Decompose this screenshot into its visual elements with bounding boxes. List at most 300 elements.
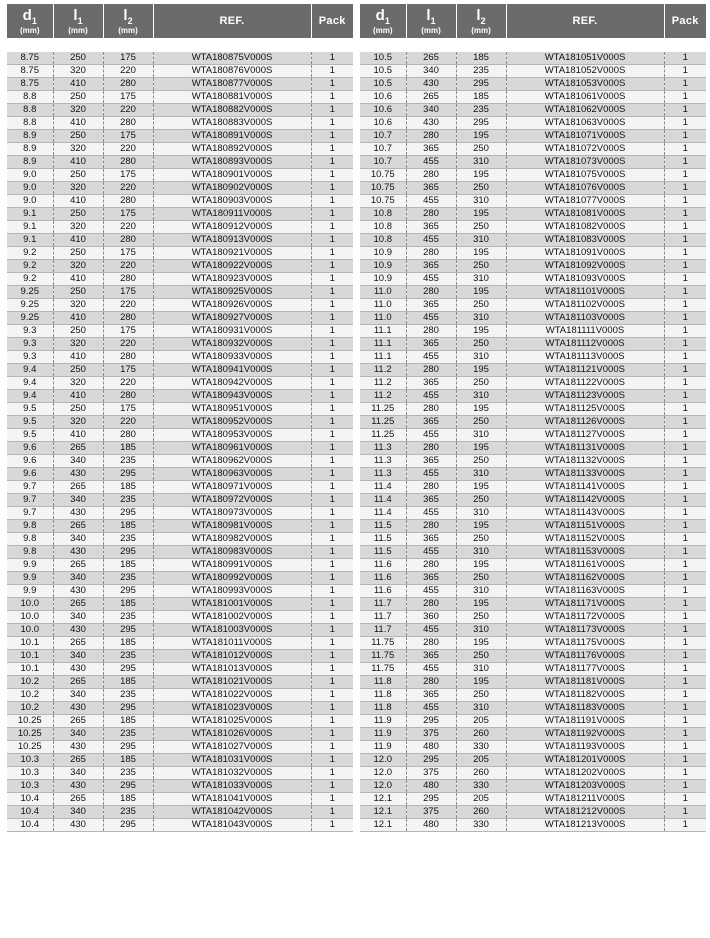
- cell-pack: 1: [664, 637, 706, 650]
- cell-pack: 1: [311, 676, 353, 689]
- table-row: [7, 286, 353, 299]
- cell-d1: 11.3: [360, 468, 406, 481]
- cell-d1: 10.25: [7, 741, 53, 754]
- cell-l2: 195: [456, 169, 506, 182]
- cell-l1: 280: [406, 676, 456, 689]
- cell-l1: 430: [53, 819, 103, 832]
- cell-ref: WTA181142V000S: [506, 494, 664, 507]
- cell-pack: 1: [664, 481, 706, 494]
- cell-pack: 1: [664, 819, 706, 832]
- table-row: [7, 351, 353, 364]
- cell-l2: 195: [456, 598, 506, 611]
- cell-l1: 250: [53, 52, 103, 65]
- cell-pack: 1: [664, 468, 706, 481]
- cell-d1: 9.9: [7, 559, 53, 572]
- cell-d1: 10.9: [360, 260, 406, 273]
- cell-l2: 250: [456, 494, 506, 507]
- cell-l2: 330: [456, 780, 506, 793]
- cell-l2: 195: [456, 637, 506, 650]
- cell-ref: WTA180892V000S: [153, 143, 311, 156]
- cell-l1: 430: [53, 507, 103, 520]
- cell-pack: 1: [311, 507, 353, 520]
- cell-d1: 11.8: [360, 702, 406, 715]
- cell-ref: WTA181033V000S: [153, 780, 311, 793]
- cell-l1: 295: [406, 715, 456, 728]
- cell-l2: 250: [456, 338, 506, 351]
- cell-pack: 1: [664, 286, 706, 299]
- table-row: [360, 325, 706, 338]
- cell-l2: 185: [103, 481, 153, 494]
- table-row: [360, 468, 706, 481]
- cell-d1: 9.25: [7, 286, 53, 299]
- cell-ref: WTA181063V000S: [506, 117, 664, 130]
- cell-l1: 365: [406, 494, 456, 507]
- cell-d1: 9.3: [7, 325, 53, 338]
- product-table-right: [360, 4, 706, 832]
- cell-d1: 11.25: [360, 403, 406, 416]
- cell-l1: 375: [406, 728, 456, 741]
- cell-l1: 455: [406, 429, 456, 442]
- table-row: [7, 767, 353, 780]
- cell-l1: 410: [53, 78, 103, 91]
- cell-l1: 250: [53, 286, 103, 299]
- table-row: [360, 143, 706, 156]
- cell-l1: 455: [406, 507, 456, 520]
- cell-l1: 365: [406, 377, 456, 390]
- cell-pack: 1: [311, 715, 353, 728]
- cell-l2: 330: [456, 741, 506, 754]
- cell-pack: 1: [664, 767, 706, 780]
- cell-pack: 1: [664, 182, 706, 195]
- cell-l1: 280: [406, 364, 456, 377]
- cell-pack: 1: [664, 663, 706, 676]
- cell-l2: 250: [456, 650, 506, 663]
- cell-l2: 235: [456, 65, 506, 78]
- table-row: [7, 338, 353, 351]
- cell-ref: WTA181152V000S: [506, 533, 664, 546]
- cell-ref: WTA181072V000S: [506, 143, 664, 156]
- table-row: [7, 663, 353, 676]
- cell-d1: 8.75: [7, 52, 53, 65]
- table-header-row: [360, 4, 706, 38]
- cell-d1: 10.8: [360, 221, 406, 234]
- cell-l1: 410: [53, 117, 103, 130]
- table-row: [360, 208, 706, 221]
- cell-d1: 11.3: [360, 442, 406, 455]
- cell-ref: WTA180893V000S: [153, 156, 311, 169]
- cell-pack: 1: [664, 299, 706, 312]
- cell-l1: 340: [53, 611, 103, 624]
- table-row: [360, 130, 706, 143]
- table-row: [360, 546, 706, 559]
- cell-l2: 185: [103, 637, 153, 650]
- cell-ref: WTA181125V000S: [506, 403, 664, 416]
- cell-l1: 280: [406, 286, 456, 299]
- cell-pack: 1: [311, 468, 353, 481]
- cell-l2: 310: [456, 585, 506, 598]
- cell-ref: WTA180933V000S: [153, 351, 311, 364]
- cell-l1: 340: [53, 767, 103, 780]
- cell-ref: WTA180982V000S: [153, 533, 311, 546]
- cell-l1: 410: [53, 429, 103, 442]
- cell-l2: 310: [456, 624, 506, 637]
- table-row: [7, 806, 353, 819]
- cell-d1: 10.1: [7, 663, 53, 676]
- cell-ref: WTA181201V000S: [506, 754, 664, 767]
- cell-d1: 8.9: [7, 143, 53, 156]
- cell-ref: WTA180921V000S: [153, 247, 311, 260]
- cell-d1: 10.4: [7, 819, 53, 832]
- cell-ref: WTA181052V000S: [506, 65, 664, 78]
- table-row: [7, 117, 353, 130]
- header-l1: $l_1$ (mm): [406, 4, 456, 38]
- cell-l2: 195: [456, 520, 506, 533]
- header-l1: $l_1$ (mm): [53, 4, 103, 38]
- cell-pack: 1: [311, 728, 353, 741]
- cell-d1: 11.5: [360, 520, 406, 533]
- table-row: [360, 767, 706, 780]
- cell-l1: 455: [406, 702, 456, 715]
- cell-l1: 455: [406, 585, 456, 598]
- cell-l1: 410: [53, 234, 103, 247]
- table-row: [360, 663, 706, 676]
- cell-l2: 175: [103, 91, 153, 104]
- cell-l2: 195: [456, 559, 506, 572]
- cell-l1: 365: [406, 338, 456, 351]
- cell-d1: 11.0: [360, 286, 406, 299]
- cell-d1: 10.8: [360, 234, 406, 247]
- cell-ref: WTA181212V000S: [506, 806, 664, 819]
- cell-l2: 205: [456, 793, 506, 806]
- table-row: [360, 507, 706, 520]
- cell-d1: 10.6: [360, 104, 406, 117]
- cell-d1: 11.5: [360, 546, 406, 559]
- cell-l1: 280: [406, 442, 456, 455]
- cell-d1: 9.4: [7, 390, 53, 403]
- cell-d1: 9.1: [7, 234, 53, 247]
- cell-l1: 430: [53, 585, 103, 598]
- cell-ref: WTA180903V000S: [153, 195, 311, 208]
- table-row: [360, 429, 706, 442]
- cell-d1: 12.0: [360, 754, 406, 767]
- cell-pack: 1: [311, 572, 353, 585]
- cell-pack: 1: [664, 351, 706, 364]
- cell-l2: 250: [456, 143, 506, 156]
- cell-l1: 455: [406, 351, 456, 364]
- cell-ref: WTA180963V000S: [153, 468, 311, 481]
- cell-l1: 410: [53, 351, 103, 364]
- table-row: [360, 598, 706, 611]
- cell-ref: WTA181203V000S: [506, 780, 664, 793]
- cell-l1: 250: [53, 91, 103, 104]
- table-row: [7, 364, 353, 377]
- cell-d1: 9.3: [7, 351, 53, 364]
- cell-l2: 185: [103, 598, 153, 611]
- cell-l2: 280: [103, 78, 153, 91]
- cell-pack: 1: [664, 221, 706, 234]
- cell-d1: 9.5: [7, 416, 53, 429]
- cell-d1: 10.4: [7, 806, 53, 819]
- table-row: [7, 234, 353, 247]
- cell-l2: 295: [103, 702, 153, 715]
- table-row: [7, 715, 353, 728]
- cell-d1: 9.7: [7, 481, 53, 494]
- cell-ref: WTA181121V000S: [506, 364, 664, 377]
- cell-d1: 10.6: [360, 91, 406, 104]
- cell-d1: 9.7: [7, 507, 53, 520]
- cell-l2: 250: [456, 377, 506, 390]
- cell-l2: 195: [456, 364, 506, 377]
- cell-l2: 175: [103, 286, 153, 299]
- table-row: [360, 650, 706, 663]
- table-row: [7, 650, 353, 663]
- cell-ref: WTA181075V000S: [506, 169, 664, 182]
- cell-d1: 10.2: [7, 702, 53, 715]
- cell-pack: 1: [664, 546, 706, 559]
- cell-pack: 1: [664, 455, 706, 468]
- table-row: [7, 533, 353, 546]
- table-row: [7, 728, 353, 741]
- cell-d1: 11.4: [360, 507, 406, 520]
- cell-l2: 295: [103, 819, 153, 832]
- cell-pack: 1: [311, 741, 353, 754]
- cell-d1: 11.6: [360, 572, 406, 585]
- cell-l2: 195: [456, 442, 506, 455]
- cell-l1: 295: [406, 754, 456, 767]
- table-row: [7, 169, 353, 182]
- cell-d1: 10.5: [360, 65, 406, 78]
- cell-l1: 455: [406, 195, 456, 208]
- cell-ref: WTA180961V000S: [153, 442, 311, 455]
- cell-l1: 455: [406, 273, 456, 286]
- table-row: [360, 819, 706, 832]
- cell-l2: 205: [456, 715, 506, 728]
- cell-ref: WTA180877V000S: [153, 78, 311, 91]
- cell-l1: 340: [406, 65, 456, 78]
- cell-pack: 1: [664, 195, 706, 208]
- cell-ref: WTA181192V000S: [506, 728, 664, 741]
- table-row: [360, 702, 706, 715]
- table-row: [7, 65, 353, 78]
- cell-ref: WTA180962V000S: [153, 455, 311, 468]
- cell-d1: 10.3: [7, 767, 53, 780]
- cell-pack: 1: [311, 390, 353, 403]
- cell-pack: 1: [311, 819, 353, 832]
- cell-l2: 310: [456, 312, 506, 325]
- cell-l2: 310: [456, 546, 506, 559]
- cell-ref: WTA181191V000S: [506, 715, 664, 728]
- cell-pack: 1: [311, 650, 353, 663]
- cell-d1: 11.1: [360, 351, 406, 364]
- cell-ref: WTA181113V000S: [506, 351, 664, 364]
- cell-ref: WTA180883V000S: [153, 117, 311, 130]
- cell-l2: 195: [456, 676, 506, 689]
- cell-l1: 265: [53, 676, 103, 689]
- cell-pack: 1: [664, 598, 706, 611]
- cell-ref: WTA180875V000S: [153, 52, 311, 65]
- table-row: [360, 481, 706, 494]
- cell-ref: WTA181143V000S: [506, 507, 664, 520]
- cell-l1: 410: [53, 390, 103, 403]
- table-row: [7, 793, 353, 806]
- cell-ref: WTA180913V000S: [153, 234, 311, 247]
- cell-l1: 430: [53, 624, 103, 637]
- cell-d1: 9.0: [7, 195, 53, 208]
- cell-d1: 11.2: [360, 377, 406, 390]
- cell-pack: 1: [311, 442, 353, 455]
- table-row: [360, 715, 706, 728]
- cell-l2: 205: [456, 754, 506, 767]
- cell-pack: 1: [311, 416, 353, 429]
- cell-d1: 12.1: [360, 819, 406, 832]
- cell-ref: WTA181062V000S: [506, 104, 664, 117]
- cell-l2: 310: [456, 429, 506, 442]
- table-row: [7, 247, 353, 260]
- cell-ref: WTA181112V000S: [506, 338, 664, 351]
- cell-l2: 260: [456, 806, 506, 819]
- cell-l2: 250: [456, 221, 506, 234]
- table-row: [7, 325, 353, 338]
- cell-d1: 11.8: [360, 676, 406, 689]
- cell-ref: WTA180952V000S: [153, 416, 311, 429]
- cell-l1: 365: [406, 299, 456, 312]
- cell-l2: 220: [103, 299, 153, 312]
- cell-d1: 10.25: [7, 715, 53, 728]
- table-row: [7, 676, 353, 689]
- cell-pack: 1: [664, 234, 706, 247]
- cell-l1: 430: [53, 546, 103, 559]
- cell-d1: 11.0: [360, 299, 406, 312]
- cell-l2: 175: [103, 208, 153, 221]
- cell-ref: WTA181122V000S: [506, 377, 664, 390]
- cell-d1: 12.0: [360, 767, 406, 780]
- cell-pack: 1: [311, 546, 353, 559]
- cell-pack: 1: [664, 728, 706, 741]
- cell-d1: 10.2: [7, 689, 53, 702]
- cell-pack: 1: [664, 260, 706, 273]
- cell-ref: WTA181173V000S: [506, 624, 664, 637]
- cell-pack: 1: [664, 715, 706, 728]
- cell-ref: WTA181041V000S: [153, 793, 311, 806]
- cell-pack: 1: [311, 299, 353, 312]
- cell-l1: 265: [406, 91, 456, 104]
- cell-l1: 280: [406, 637, 456, 650]
- cell-pack: 1: [311, 130, 353, 143]
- cell-ref: WTA181126V000S: [506, 416, 664, 429]
- cell-l2: 250: [456, 611, 506, 624]
- cell-l1: 430: [53, 663, 103, 676]
- cell-l1: 430: [406, 117, 456, 130]
- table-row: [360, 78, 706, 91]
- cell-ref: WTA180902V000S: [153, 182, 311, 195]
- table-row: [7, 741, 353, 754]
- cell-l1: 340: [53, 689, 103, 702]
- cell-pack: 1: [311, 780, 353, 793]
- cell-l1: 360: [406, 611, 456, 624]
- cell-ref: WTA180926V000S: [153, 299, 311, 312]
- cell-ref: WTA180983V000S: [153, 546, 311, 559]
- cell-ref: WTA180953V000S: [153, 429, 311, 442]
- cell-pack: 1: [664, 416, 706, 429]
- cell-ref: WTA181202V000S: [506, 767, 664, 780]
- table-row: [360, 390, 706, 403]
- table-row: [360, 520, 706, 533]
- cell-d1: 9.6: [7, 468, 53, 481]
- cell-pack: 1: [664, 624, 706, 637]
- cell-ref: WTA180943V000S: [153, 390, 311, 403]
- cell-pack: 1: [311, 624, 353, 637]
- cell-ref: WTA180923V000S: [153, 273, 311, 286]
- cell-l2: 185: [103, 793, 153, 806]
- table-row: [7, 273, 353, 286]
- cell-ref: WTA181161V000S: [506, 559, 664, 572]
- cell-l1: 265: [53, 520, 103, 533]
- cell-l2: 250: [456, 455, 506, 468]
- cell-d1: 9.9: [7, 572, 53, 585]
- table-row: [360, 533, 706, 546]
- cell-d1: 10.75: [360, 195, 406, 208]
- cell-l1: 480: [406, 741, 456, 754]
- cell-pack: 1: [664, 65, 706, 78]
- cell-l2: 310: [456, 702, 506, 715]
- header-d1: $d_1$ (mm): [7, 4, 53, 38]
- table-row: [360, 416, 706, 429]
- cell-pack: 1: [311, 195, 353, 208]
- cell-ref: WTA181081V000S: [506, 208, 664, 221]
- cell-d1: 10.6: [360, 117, 406, 130]
- cell-pack: 1: [311, 754, 353, 767]
- cell-l1: 320: [53, 416, 103, 429]
- cell-ref: WTA181011V000S: [153, 637, 311, 650]
- cell-d1: 11.4: [360, 481, 406, 494]
- cell-l1: 340: [53, 572, 103, 585]
- cell-l1: 250: [53, 130, 103, 143]
- cell-d1: 11.0: [360, 312, 406, 325]
- cell-pack: 1: [311, 338, 353, 351]
- cell-l2: 310: [456, 156, 506, 169]
- cell-l1: 295: [406, 793, 456, 806]
- cell-pack: 1: [664, 572, 706, 585]
- cell-l1: 320: [53, 143, 103, 156]
- cell-pack: 1: [311, 78, 353, 91]
- cell-l2: 280: [103, 429, 153, 442]
- cell-l2: 250: [456, 416, 506, 429]
- cell-pack: 1: [664, 702, 706, 715]
- cell-ref: WTA181133V000S: [506, 468, 664, 481]
- cell-l1: 320: [53, 221, 103, 234]
- cell-l2: 310: [456, 351, 506, 364]
- cell-pack: 1: [311, 494, 353, 507]
- cell-pack: 1: [664, 273, 706, 286]
- cell-d1: 10.0: [7, 611, 53, 624]
- cell-pack: 1: [311, 312, 353, 325]
- cell-d1: 11.6: [360, 559, 406, 572]
- table-row: [7, 702, 353, 715]
- cell-d1: 9.9: [7, 585, 53, 598]
- cell-pack: 1: [664, 403, 706, 416]
- cell-l2: 175: [103, 52, 153, 65]
- cell-l2: 220: [103, 221, 153, 234]
- cell-pack: 1: [311, 767, 353, 780]
- cell-l2: 220: [103, 260, 153, 273]
- cell-ref: WTA181162V000S: [506, 572, 664, 585]
- cell-d1: 8.8: [7, 117, 53, 130]
- cell-d1: 11.2: [360, 364, 406, 377]
- cell-ref: WTA181093V000S: [506, 273, 664, 286]
- cell-pack: 1: [664, 741, 706, 754]
- cell-ref: WTA180942V000S: [153, 377, 311, 390]
- cell-l2: 295: [456, 78, 506, 91]
